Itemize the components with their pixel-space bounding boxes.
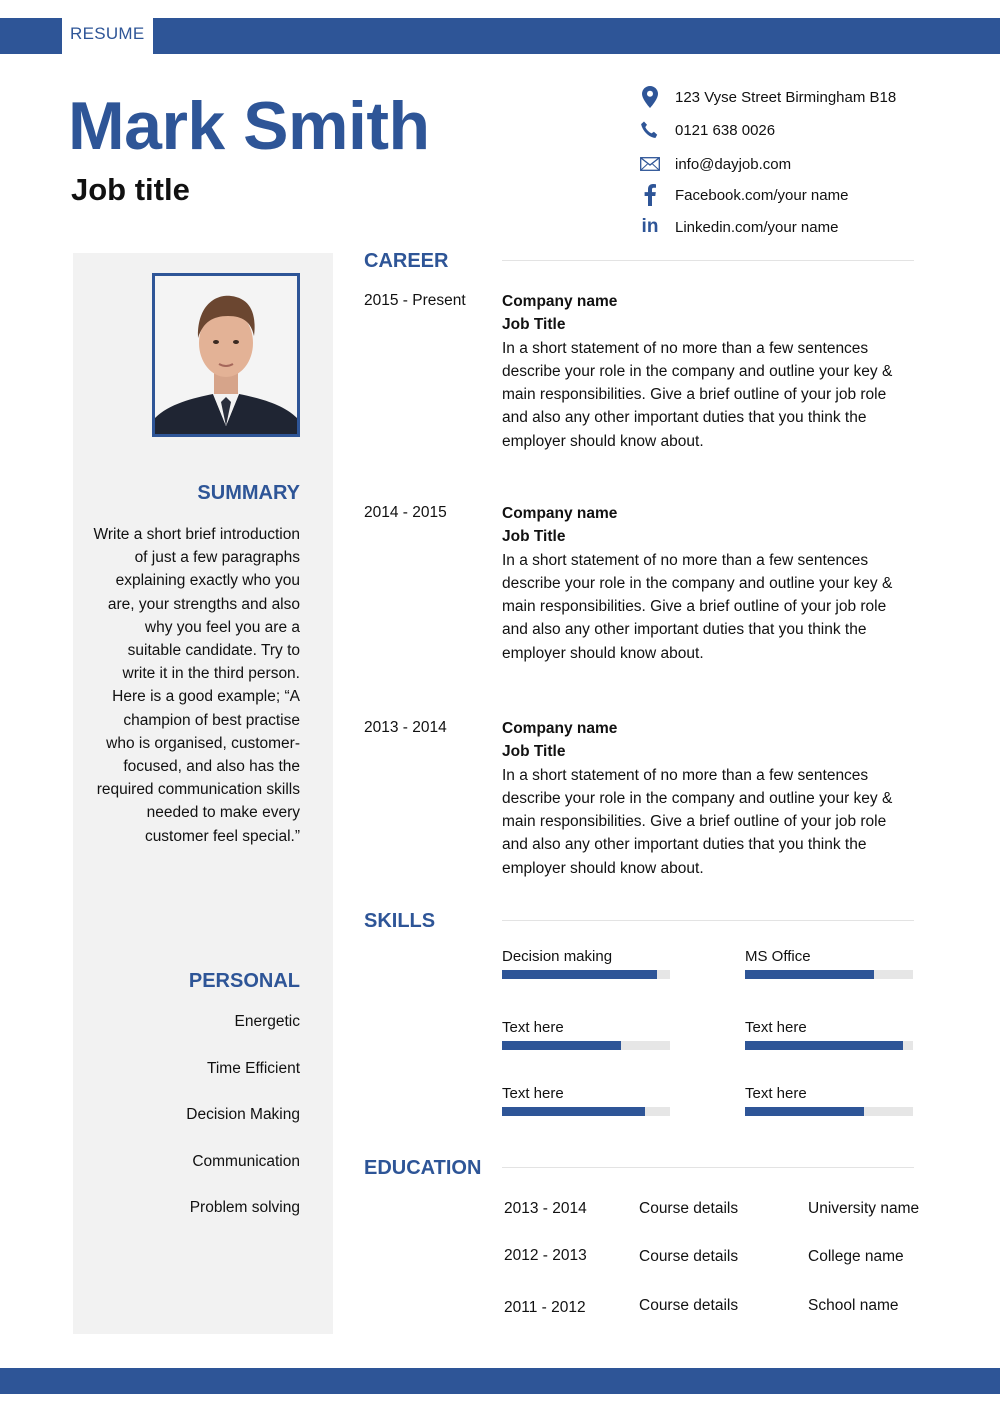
bottom-bar: [0, 1368, 1000, 1394]
education-course: Course details: [639, 1200, 739, 1217]
career-dates: 2014 - 2015: [364, 504, 447, 521]
resume-label: RESUME: [70, 24, 145, 43]
skill-bar-fill: [745, 1041, 903, 1050]
contact-address-text: 123 Vyse Street Birmingham B18: [675, 88, 897, 106]
education-dates: 2013 - 2014: [504, 1200, 587, 1217]
skill-item: [502, 1019, 670, 1036]
job-title: Job Title: [502, 743, 566, 761]
career-heading: CAREER: [364, 250, 449, 272]
contact-phone-text: 0121 638 0026: [675, 121, 776, 139]
contact-email-text: info@dayjob.com: [675, 155, 792, 173]
career-entry: [502, 290, 912, 453]
job-title: Job Title: [502, 528, 566, 546]
skill-bar-fill: [745, 970, 874, 979]
skill-bar-fill: [502, 970, 657, 979]
skill-bar-track: [502, 970, 670, 979]
phone-icon: [636, 117, 664, 143]
contact-email[interactable]: [636, 151, 976, 177]
contact-linkedin-text: Linkedin.com/your name: [675, 218, 839, 236]
summary-heading: SUMMARY: [197, 482, 300, 504]
job-description: In a short statement of no more than a few sentences describe your role in the company and outline your key & main responsibilities. Give a brief outline of your job role and also any other important duties that you think the employer should know about.: [502, 551, 893, 662]
job-description: In a short statement of no more than a few sentences describe your role in the company and outline your key & main responsibilities. Give a brief outline of your job role and also any other important duties that you think the employer should know about.: [502, 339, 893, 450]
personal-item: Decision Making: [186, 1106, 300, 1123]
facebook-icon: [636, 182, 664, 208]
skill-bar-track: [502, 1107, 670, 1116]
skill-item: [502, 948, 670, 965]
contact-facebook-text: Facebook.com/your name: [675, 186, 849, 204]
company-name: Company name: [502, 293, 618, 310]
skill-item: [745, 948, 913, 965]
skill-bar-track: [745, 970, 913, 979]
location-pin-icon: [636, 84, 664, 110]
summary-text: Write a short brief introduction of just a few paragraphs explaining exactly who you are, your strengths and also why you feel you are a suitable candidate. Try to write it in the third person. Here is a good example; “A champion of best practise who is organised, customer-focused, and also has the required communication skills needed to make every customer feel special.”: [93, 526, 300, 845]
skill-label: Text here: [502, 1019, 564, 1036]
career-dates: 2015 - Present: [364, 292, 466, 309]
personal-item: Problem solving: [189, 1199, 300, 1216]
skill-label: Decision making: [502, 948, 613, 965]
job-description: In a short statement of no more than a few sentences describe your role in the company and outline your key & main responsibilities. Give a brief outline of your job role and also any other important duties that you think the employer should know about.: [502, 766, 893, 877]
education-course: Course details: [639, 1248, 739, 1265]
company-name: Company name: [502, 720, 618, 737]
education-institution: College name: [808, 1248, 904, 1265]
education-dates: 2012 - 2013: [504, 1247, 587, 1264]
envelope-icon: [636, 151, 664, 177]
skill-bar-track: [745, 1041, 913, 1050]
career-entry: [502, 502, 912, 665]
profile-photo: [152, 273, 300, 437]
skill-bar-track: [745, 1107, 913, 1116]
career-entry: [502, 717, 912, 880]
contact-address: [636, 84, 976, 110]
skill-bar-fill: [745, 1107, 864, 1116]
skill-label: Text here: [745, 1019, 807, 1036]
career-divider: [502, 260, 914, 261]
contact-phone: [636, 117, 976, 143]
skill-bar-track: [502, 1041, 670, 1050]
education-course: Course details: [639, 1297, 739, 1314]
company-name: Company name: [502, 505, 618, 522]
skill-label: Text here: [745, 1085, 807, 1102]
skills-heading: SKILLS: [364, 910, 436, 932]
skills-divider: [502, 920, 914, 921]
education-institution: University name: [808, 1200, 920, 1217]
personal-item: Time Efficient: [206, 1060, 300, 1077]
education-institution: School name: [808, 1297, 899, 1314]
candidate-job-title: Job title: [71, 172, 190, 207]
skill-item: [502, 1085, 670, 1102]
personal-item: Energetic: [234, 1013, 300, 1030]
candidate-name: Mark Smith: [68, 88, 430, 164]
personal-heading: PERSONAL: [188, 970, 300, 992]
education-heading: EDUCATION: [364, 1157, 482, 1179]
skill-item: [745, 1085, 913, 1102]
skill-item: [745, 1019, 913, 1036]
contact-facebook[interactable]: [636, 182, 976, 208]
job-title: Job Title: [502, 316, 566, 334]
personal-item: Communication: [192, 1153, 300, 1170]
skill-bar-fill: [502, 1107, 645, 1116]
career-dates: 2013 - 2014: [364, 719, 447, 736]
skill-bar-fill: [502, 1041, 621, 1050]
education-divider: [502, 1167, 914, 1168]
top-bar-left: [0, 18, 62, 54]
skill-label: MS Office: [745, 948, 811, 965]
top-bar-right: [153, 18, 1000, 54]
linkedin-icon: in: [641, 216, 659, 237]
skill-label: Text here: [502, 1085, 564, 1102]
contact-linkedin[interactable]: [636, 214, 976, 240]
education-dates: 2011 - 2012: [504, 1299, 586, 1316]
